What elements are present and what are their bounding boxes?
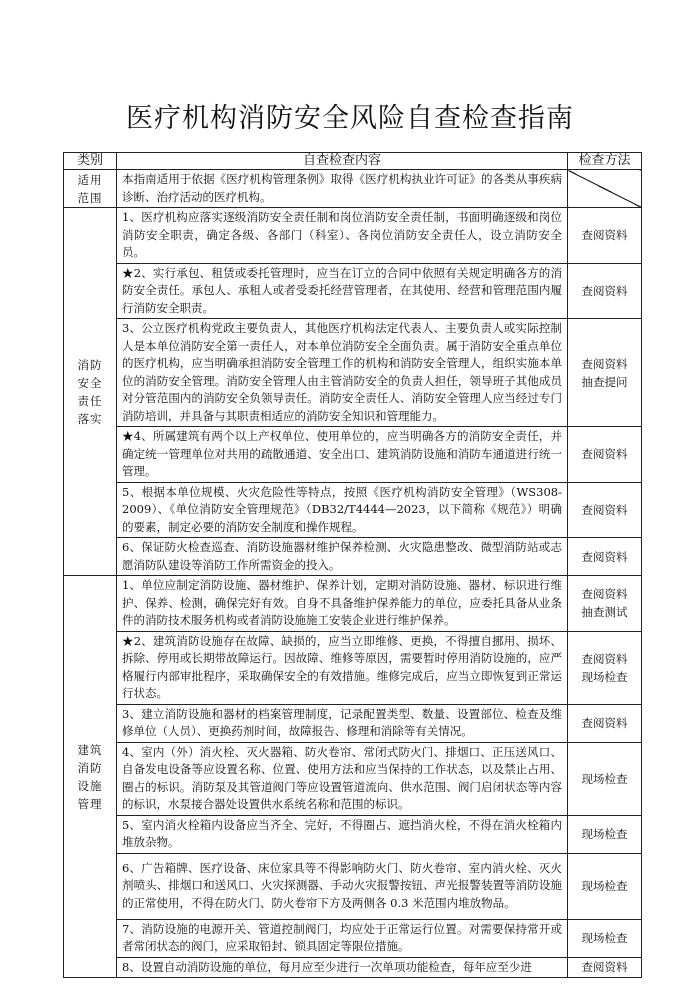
- table-row: [64, 815, 642, 853]
- check-method-label: 查阅资料: [581, 549, 628, 564]
- check-item-content: 4、室内（外）消火栓、灭火器箱、防火卷帘、常闭式防火门、排烟口、正压送风口、自备发电设备等应设置名称、位置、使用方法和应当保持的工作状态，以及禁止占用、圈占的标识。消防泵及其管道阀门等应设置管道流向、供水范围、阀门启闭状态等内容的标识，水泵接合器处设置供水系统名称和范围的标识。: [117, 742, 568, 815]
- check-method-label: 现场检查: [581, 879, 628, 893]
- check-method-label: 查阅资料: [581, 447, 628, 462]
- section-category-label: 消防安全责任落实: [77, 357, 103, 426]
- scope-content: 本指南适用于依据《医疗机构管理条例》取得《医疗机构执业许可证》的各类从事疾病诊断、治疗活动的医疗机构。: [117, 170, 568, 208]
- check-method: [568, 427, 642, 483]
- check-item-content: ★2、建筑消防设施存在故障、缺损的，应当立即维修、更换，不得擅自挪用、损坏、拆除、停用或长期带故障运行。因故障、维修等原因，需要暂时停用消防设施的，应严格履行内部审批程序，采取确保安全的有效措施。维修完成后，应当立即恢复到正常运行状态。: [117, 631, 568, 704]
- table-header-row: [64, 153, 642, 170]
- check-method: [568, 631, 642, 704]
- section-category: [64, 208, 117, 576]
- check-method-label: 现场检查: [581, 931, 628, 945]
- check-item-content: ★4、所属建筑有两个以上产权单位、使用单位的，应当明确各方的消防安全责任，并确定统一管理单位对共用的疏散通道、安全出口、建筑消防设施和消防车通道进行统一管理。: [117, 427, 568, 483]
- check-method: [568, 919, 642, 957]
- check-method-label: 查阅资料 抽查测试: [581, 587, 628, 620]
- check-method: [568, 208, 642, 264]
- section-category: [64, 576, 117, 978]
- check-item-content: 1、单位应制定消防设施、器材维护、保养计划，定期对消防设施、器材、标识进行维护、保养、检测，确保完好有效。自身不具备维护保养能力的单位，应委托具备从业条件的消防技术服务机构或者消防设施施工安装企业进行维护保养。: [117, 576, 568, 632]
- check-method-label: 查阅资料 抽查提问: [581, 356, 628, 389]
- table-row: [64, 482, 642, 538]
- check-method: [568, 482, 642, 538]
- table-row: [64, 631, 642, 704]
- check-method: [568, 576, 642, 632]
- scope-method-empty: [568, 170, 642, 208]
- check-item-content: 1、医疗机构应落实逐级消防安全责任制和岗位消防安全责任制，书面明确逐级和岗位消防安全职责，确定各级、各部门（科室）、各岗位消防安全责任人，设立消防安全员。: [117, 208, 568, 264]
- table-row: [64, 957, 642, 978]
- check-item-content: 6、保证防火检查巡查、消防设施器材维护保养检测、火灾隐患整改、微型消防站或志愿消防队建设等消防工作所需资金的投入。: [117, 538, 568, 576]
- check-method: [568, 957, 642, 978]
- scope-category: [64, 170, 117, 208]
- check-method: [568, 815, 642, 853]
- header-method: 检查方法: [568, 153, 642, 170]
- table-row: [64, 576, 642, 632]
- check-method-label: 现场检查: [581, 771, 628, 786]
- table-row: [64, 742, 642, 815]
- check-item-content: 8、设置自动消防设施的单位，每月应至少进行一次单项功能检查，每年应至少进: [117, 957, 568, 978]
- table-row: [64, 263, 642, 319]
- page-title: 医疗机构消防安全风险自查检查指南: [126, 103, 574, 134]
- check-method: [568, 319, 642, 427]
- check-method: [568, 742, 642, 815]
- table-row: [64, 208, 642, 264]
- check-method: [568, 538, 642, 576]
- check-method: [568, 853, 642, 919]
- check-item-content: 5、室内消火栓箱内设备应当齐全、完好，不得圈占、遮挡消火栓，不得在消火栓箱内堆放杂物。: [117, 815, 568, 853]
- check-method-label: 查阅资料: [581, 960, 628, 975]
- check-method: [568, 704, 642, 742]
- check-item-content: 3、公立医疗机构党政主要负责人，其他医疗机构法定代表人、主要负责人或实际控制人是本单位消防安全第一责任人，对本单位消防安全全面负责。属于消防安全重点单位的医疗机构，应当明确承担消防安全管理工作的机构和消防安全管理人，组织实施本单位的消防安全管理。消防安全管理人由主管消防安全的负责人担任，领导班子其他成员对分管范围内的消防安全负领导责任。消防安全责任人、消防安全管理人应当经过专门消防培训，并具备与其职责相适应的消防安全知识和管理能力。: [117, 319, 568, 427]
- check-item-content: 7、消防设施的电源开关、管道控制阀门，均应处于正常运行位置。对需要保持常开或者常闭状态的阀门，应采取铅封、锁具固定等限位措施。: [117, 919, 568, 957]
- table-row: [64, 319, 642, 427]
- check-method: [568, 263, 642, 319]
- table-row: [64, 919, 642, 957]
- check-item-content: 5、根据本单位规模、火灾危险性等特点，按照《医疗机构消防安全管理》（WS308-2009）、《单位消防安全管理规范》（DB32/T4444—2023，以下简称《规范》）明确的要素，制定必要的消防安全制度和操作规程。: [117, 482, 568, 538]
- check-item-content: 3、建立消防设施和器材的档案管理制度，记录配置类型、数量、设置部位、检查及维修单位（人员）、更换药剂时间，故障报告、修理和消除等有关情况。: [117, 704, 568, 742]
- scope-row: [64, 170, 642, 208]
- section-category-label: 建筑消防设施管理: [77, 742, 103, 811]
- self-inspection-table: [63, 152, 642, 978]
- table-row: [64, 853, 642, 919]
- header-content: 自查检查内容: [117, 153, 568, 170]
- table-row: [64, 427, 642, 483]
- check-item-content: 6、广告箱牌、医疗设备、床位家具等不得影响防火门、防火卷帘、室内消火栓、灭火剂喷头、排烟口和送风口、火灾探测器、手动火灾报警按钮、声光报警装置等消防设施的正常使用，不得在防火门、防火卷帘下方及两侧各 0.3 米范围内堆放物品。: [117, 853, 568, 919]
- header-category: 类别: [64, 153, 117, 170]
- check-method-label: 查阅资料 现场检查: [581, 651, 628, 684]
- check-method-label: 查阅资料: [581, 502, 628, 517]
- table-row: [64, 704, 642, 742]
- check-method-label: 查阅资料: [581, 228, 628, 243]
- check-method-label: 查阅资料: [581, 716, 628, 730]
- table-row: [64, 538, 642, 576]
- check-method-label: 查阅资料: [581, 283, 628, 298]
- check-item-content: ★2、实行承包、租赁或委托管理时，应当在订立的合同中依照有关规定明确各方的消防安全责任。承包人、承租人或者受委托经营管理者，在其使用、经营和管理范围内履行消防安全职责。: [117, 263, 568, 319]
- scope-category-label: 适用范围: [77, 172, 103, 205]
- check-method-label: 现场检查: [581, 827, 628, 841]
